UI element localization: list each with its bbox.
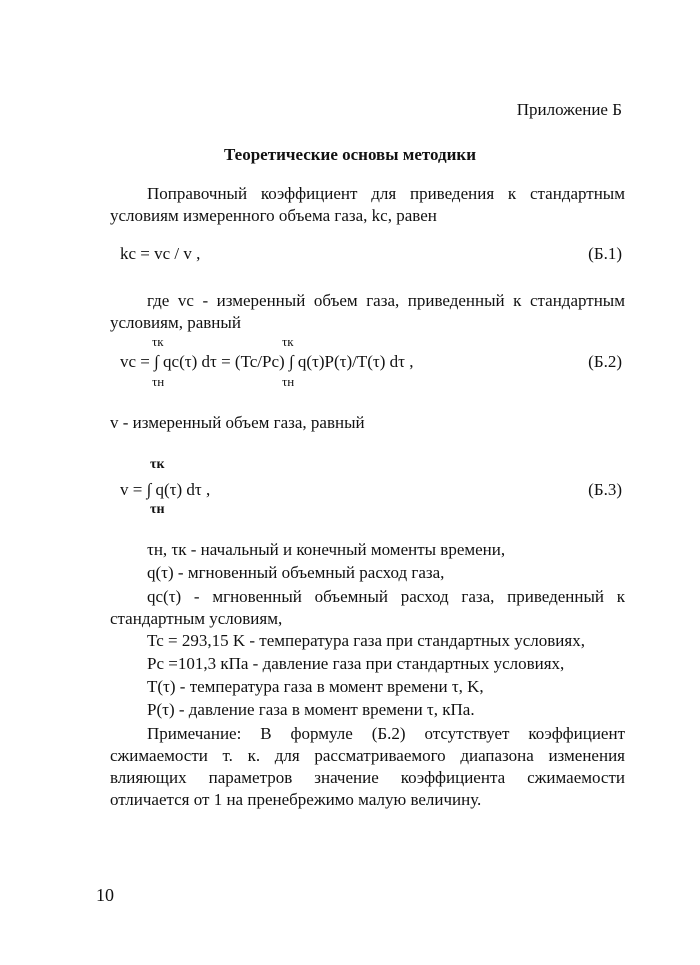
intro-paragraph: Поправочный коэффициент для приведения к стандартным условиям измеренного объема газа, kc, равен	[110, 184, 625, 225]
equation-b3-number: (Б.3)	[588, 480, 622, 499]
vc-definition: где vc - измеренный объем газа, приведенный к стандартным условиям, равный	[110, 291, 625, 332]
definition-tc: Tc = 293,15 K - температура газа при стандартных условиях,	[147, 631, 585, 650]
eq2-upper-limit-2: τк	[282, 334, 294, 349]
definition-t: T(τ) - температура газа в момент времени τ, K,	[147, 677, 484, 696]
eq2-upper-limit-1: τк	[152, 334, 164, 349]
definition-qc: qc(τ) - мгновенный объемный расход газа, приведенный к стандартным условиям,	[110, 587, 625, 628]
v-definition: v - измеренный объем газа, равный	[110, 413, 365, 432]
equation-b1-number: (Б.1)	[588, 244, 622, 263]
definition-time-bounds: τн, τк - начальный и конечный моменты времени,	[147, 540, 506, 559]
eq2-lower-limit-2: τн	[282, 374, 295, 389]
eq3-lower-limit: τн	[150, 502, 165, 517]
definition-p: P(τ) - давление газа в момент времени τ, кПа.	[147, 700, 475, 719]
page-title: Теоретические основы методики	[223, 145, 477, 164]
eq2-lower-limit-1: τн	[152, 374, 165, 389]
definition-q: q(τ) - мгновенный объемный расход газа,	[147, 563, 445, 582]
equation-b2: vc = ∫ qc(τ) dτ = (Tc/Pc) ∫ q(τ)P(τ)/T(τ) dτ ,	[120, 352, 414, 371]
appendix-label: Приложение Б	[516, 100, 622, 119]
eq3-upper-limit: τк	[150, 457, 165, 472]
page-number: 10	[96, 885, 114, 905]
equation-b3: v = ∫ q(τ) dτ ,	[120, 480, 211, 499]
equation-b2-number: (Б.2)	[588, 352, 622, 371]
note-paragraph: Примечание: В формуле (Б.2) отсутствует коэффициент сжимаемости т. к. для рассматриваемого диапазона изменения влияющих параметров значение коэффициента сжимаемости отличается от 1 на пренебрежимо малую величину.	[110, 724, 625, 809]
equation-b1: kc = vc / v ,	[120, 244, 201, 263]
definition-pc: Pc =101,3 кПа - давление газа при стандартных условиях,	[147, 654, 565, 673]
